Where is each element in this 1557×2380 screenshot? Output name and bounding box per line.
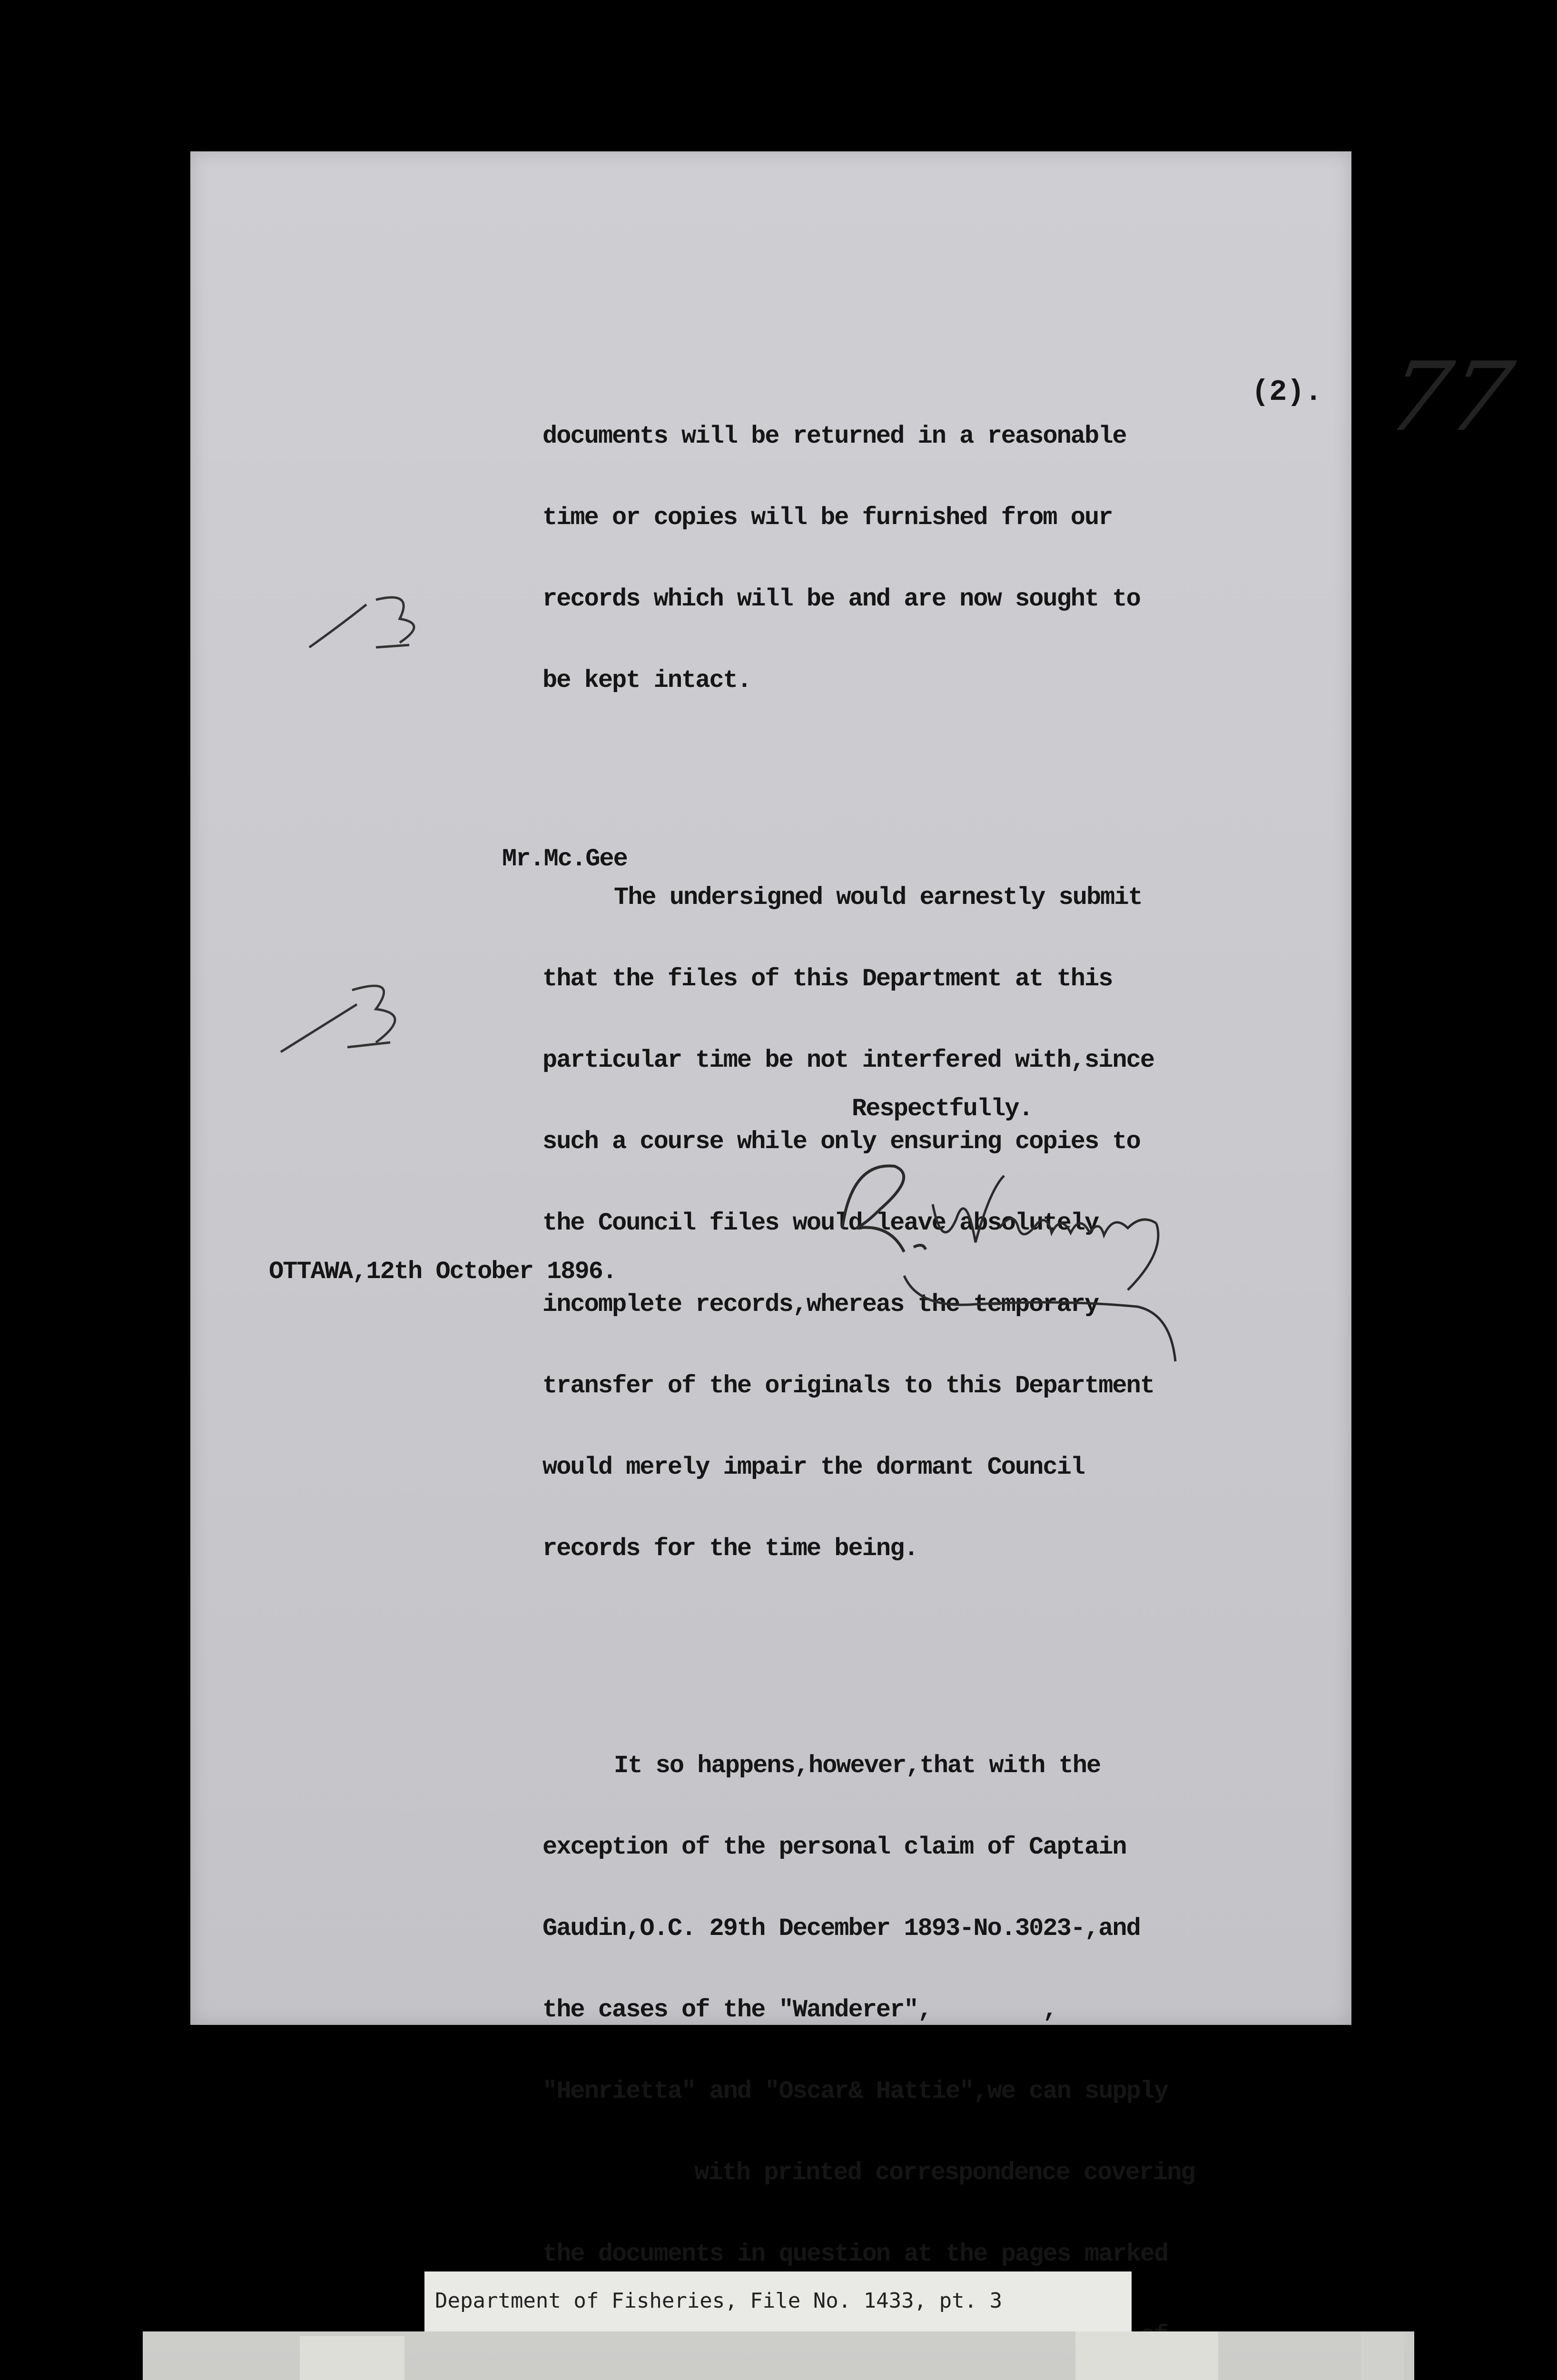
text-line: Gaudin,O.C. 29th December 1893-No.3023-,and	[542, 1914, 1140, 1943]
text-line: records for the time being.	[542, 1535, 918, 1563]
tape-strip	[1075, 2331, 1218, 2380]
text-line: documents will be returned in a reasonable	[542, 422, 1126, 450]
text-line: It so happens,however,that with the	[614, 1752, 1101, 1780]
folio-number: 77	[1380, 342, 1521, 453]
margin-name: Mr.Mc.Gee	[502, 845, 627, 873]
text-line: The undersigned would earnestly submit	[614, 883, 1142, 912]
text-line: be kept intact.	[542, 666, 751, 694]
tape-strip	[300, 2336, 404, 2380]
archives-stamp-card	[143, 2331, 1414, 2380]
text-line: incomplete records,whereas the temporary	[542, 1290, 1099, 1319]
text-line: time or copies will be furnished from our	[542, 504, 1113, 532]
paragraph-1	[542, 368, 1285, 748]
file-label	[424, 2271, 1132, 2331]
text-line: the Council files would leave absolutely	[542, 1209, 1099, 1237]
text-line: such a course while only ensuring copies to	[542, 1128, 1140, 1156]
text-line: the documents in question at the pages marked	[542, 2240, 1168, 2268]
text-line: that the files of this Department at this	[542, 965, 1113, 993]
text-line: exception of the personal claim of Captain	[542, 1833, 1126, 1861]
text-line: with printed correspondence covering	[680, 2159, 1195, 2187]
closing: Respectfully.	[852, 1095, 1033, 1123]
tape-strip	[1361, 2331, 1404, 2380]
text-line: would merely impair the dormant Council	[542, 1453, 1084, 1481]
pencil-mark-icon	[305, 581, 457, 666]
pencil-mark-icon	[276, 976, 428, 1061]
file-label-text: Department of Fisheries, File No. 1433, pt. 3	[435, 2289, 1003, 2313]
page-number: (2).	[1252, 375, 1322, 409]
text-line: transfer of the originals to this Department	[542, 1372, 1154, 1400]
signature-icon	[823, 1133, 1252, 1380]
text-line: particular time be not interfered with,since	[542, 1046, 1154, 1074]
date-line: OTTAWA,12th October 1896.	[269, 1258, 617, 1286]
text-line: "Henrietta" and "Oscar& Hattie",we can supply	[542, 2077, 1168, 2105]
text-line: records which will be and are now sought to	[542, 585, 1140, 613]
text-line: the cases of the "Wanderer", ,	[542, 1996, 1057, 2024]
